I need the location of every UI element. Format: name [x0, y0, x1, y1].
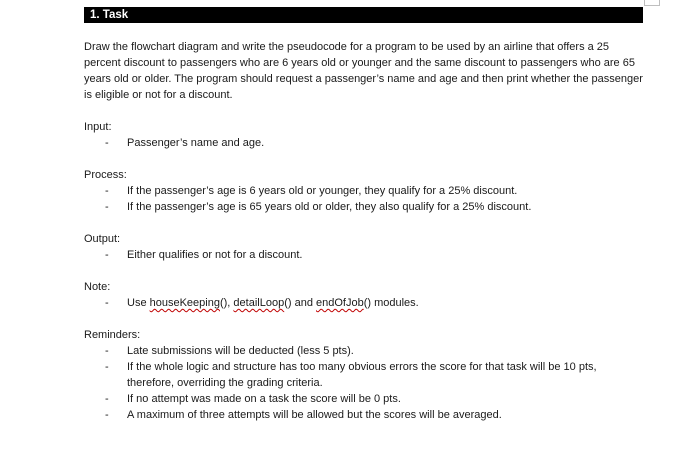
list-item: - Passenger’s name and age.: [84, 135, 644, 151]
list-item: [84, 295, 644, 311]
list-item: - A maximum of three attempts will be allowed but the scores will be averaged.: [84, 407, 644, 423]
note-separator: () and: [284, 297, 316, 309]
process-heading: Process:: [84, 169, 127, 181]
list-item: - If the whole logic and structure has too many obvious errors the score for that task will be 10 pts, therefore, overriding the grading criteria.: [84, 359, 644, 391]
page-corner-mark: [644, 0, 660, 6]
process-list: [84, 183, 644, 215]
reminders-heading: Reminders:: [84, 329, 141, 341]
note-suffix: () modules.: [363, 297, 419, 309]
output-list: [84, 247, 644, 263]
list-item: - Either qualifies or not for a discount.: [84, 247, 644, 263]
task-description: Draw the flowchart diagram and write the pseudocode for a program to be used by an airline that offers a 25 percent discount to passengers who are 6 years old or younger and the same discount to passengers who are 65 years old or older. The program should request a passenger’s name and age and then print whether the passenger is eligible or not for a discount.: [84, 41, 643, 101]
module-detailloop: detailLoop: [233, 297, 285, 309]
output-heading: Output:: [84, 233, 121, 245]
document-body: [84, 39, 644, 423]
list-item: - If no attempt was made on a task the score will be 0 pts.: [84, 391, 644, 407]
list-item: - If the passenger’s age is 65 years old or older, they also qualify for a 25% discount.: [84, 199, 644, 215]
note-list: [84, 295, 644, 311]
note-prefix: Use: [127, 297, 150, 309]
list-item: - Late submissions will be deducted (less 5 pts).: [84, 343, 644, 359]
note-heading: Note:: [84, 281, 111, 293]
module-housekeeping: houseKeeping: [149, 297, 220, 309]
list-item: - If the passenger’s age is 6 years old or younger, they qualify for a 25% discount.: [84, 183, 644, 199]
input-heading: Input:: [84, 121, 112, 133]
note-separator: (),: [219, 297, 234, 309]
module-endofjob: endOfJob: [316, 297, 364, 309]
reminders-list: [84, 343, 644, 423]
input-list: [84, 135, 644, 151]
task-header: 1. Task: [84, 7, 643, 23]
